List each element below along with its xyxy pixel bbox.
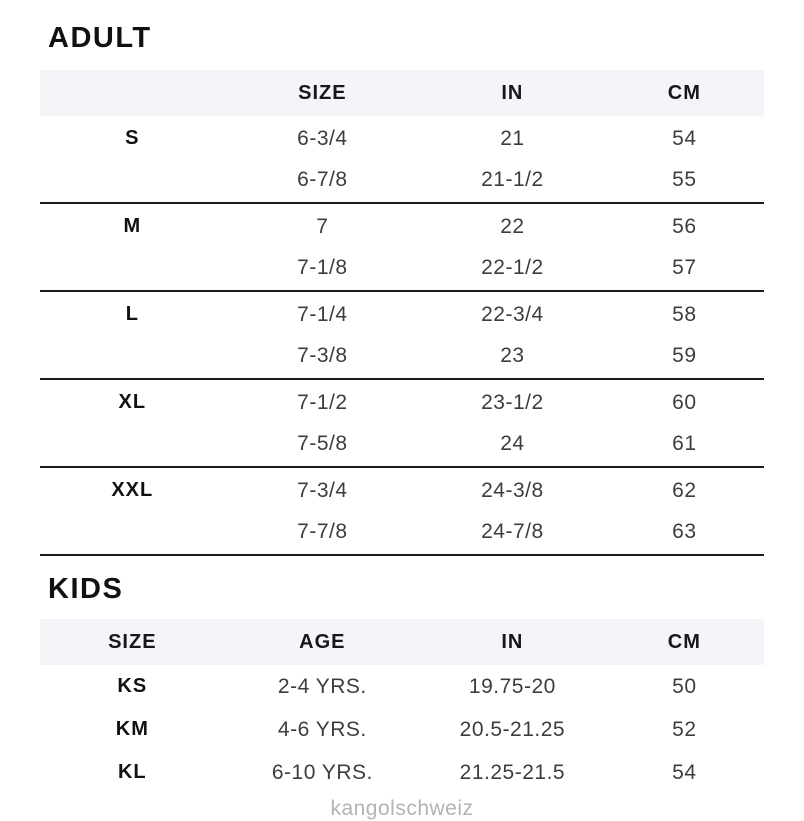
adult-group-xl bbox=[40, 380, 764, 468]
table-row bbox=[40, 159, 764, 200]
cm-cell: 50 bbox=[672, 674, 697, 698]
table-row bbox=[40, 206, 764, 247]
cm-cell: 52 bbox=[672, 717, 697, 741]
hat-size-cell: 7 bbox=[316, 214, 329, 238]
inches-cell: 22 bbox=[500, 214, 525, 238]
kids-header-row bbox=[40, 619, 764, 665]
cm-cell: 62 bbox=[672, 478, 697, 502]
kids-section-title: KIDS bbox=[48, 573, 124, 605]
size-label-cell: KL bbox=[117, 761, 147, 783]
cm-cell: 57 bbox=[672, 255, 697, 279]
hat-size-cell: 6-7/8 bbox=[297, 167, 348, 191]
adult-header-cell-cm: CM bbox=[667, 81, 701, 104]
cm-cell: 54 bbox=[672, 126, 697, 150]
table-row bbox=[40, 423, 764, 464]
adult-header-cell-size: SIZE bbox=[298, 81, 347, 104]
age-cell: 6-10 YRS. bbox=[271, 760, 373, 784]
size-label-cell: L bbox=[125, 303, 139, 325]
kids-header-cell-age: AGE bbox=[299, 630, 346, 653]
table-row bbox=[40, 751, 764, 794]
inches-cell: 24 bbox=[500, 431, 525, 455]
cm-cell: 61 bbox=[672, 431, 697, 455]
size-label-cell: KS bbox=[117, 675, 148, 697]
size-label-cell: KM bbox=[115, 718, 149, 740]
cm-cell: 60 bbox=[672, 390, 697, 414]
cm-cell: 54 bbox=[672, 760, 697, 784]
inches-cell: 21.25-21.5 bbox=[459, 760, 566, 784]
table-row bbox=[40, 118, 764, 159]
hat-size-cell: 7-5/8 bbox=[297, 431, 348, 455]
table-row bbox=[40, 665, 764, 708]
inches-cell: 21-1/2 bbox=[481, 167, 544, 191]
kids-header-cell-in: IN bbox=[501, 630, 524, 653]
hat-size-cell: 7-7/8 bbox=[297, 519, 348, 543]
inches-cell: 24-7/8 bbox=[481, 519, 544, 543]
adult-group-l bbox=[40, 292, 764, 380]
size-label-cell: XL bbox=[118, 391, 147, 413]
table-row bbox=[40, 382, 764, 423]
inches-cell: 19.75-20 bbox=[468, 674, 556, 698]
table-row bbox=[40, 470, 764, 511]
age-cell: 4-6 YRS. bbox=[277, 717, 367, 741]
cm-cell: 59 bbox=[672, 343, 697, 367]
table-row bbox=[40, 294, 764, 335]
adult-group-m bbox=[40, 204, 764, 292]
hat-size-cell: 7-1/4 bbox=[297, 302, 348, 326]
table-row bbox=[40, 708, 764, 751]
cm-cell: 63 bbox=[672, 519, 697, 543]
table-row bbox=[40, 335, 764, 376]
hat-size-cell: 6-3/4 bbox=[297, 126, 348, 150]
hat-size-cell: 7-3/8 bbox=[297, 343, 348, 367]
kids-header-cell-size: SIZE bbox=[108, 630, 157, 653]
table-row bbox=[40, 247, 764, 288]
adult-header-row bbox=[40, 70, 764, 116]
inches-cell: 20.5-21.25 bbox=[459, 717, 566, 741]
inches-cell: 24-3/8 bbox=[481, 478, 544, 502]
kids-header-cell-cm: CM bbox=[667, 630, 701, 653]
adult-size-table bbox=[40, 70, 764, 556]
inches-cell: 21 bbox=[500, 126, 525, 150]
size-label-cell: M bbox=[123, 215, 142, 237]
hat-size-cell: 7-3/4 bbox=[297, 478, 348, 502]
watermark-text: kangolschweiz bbox=[330, 797, 474, 820]
hat-size-cell: 7-1/2 bbox=[297, 390, 348, 414]
age-cell: 2-4 YRS. bbox=[277, 674, 367, 698]
adult-group-xxl bbox=[40, 468, 764, 556]
inches-cell: 23 bbox=[500, 343, 525, 367]
adult-section-title: ADULT bbox=[48, 22, 152, 54]
adult-header-cell-in: IN bbox=[501, 81, 524, 104]
hat-size-cell: 7-1/8 bbox=[297, 255, 348, 279]
inches-cell: 22-3/4 bbox=[481, 302, 544, 326]
size-label-cell: XXL bbox=[111, 479, 154, 501]
inches-cell: 23-1/2 bbox=[481, 390, 544, 414]
size-label-cell: S bbox=[125, 127, 140, 149]
adult-group-s bbox=[40, 116, 764, 204]
kids-size-table bbox=[40, 619, 764, 794]
cm-cell: 58 bbox=[672, 302, 697, 326]
cm-cell: 55 bbox=[672, 167, 697, 191]
cm-cell: 56 bbox=[672, 214, 697, 238]
inches-cell: 22-1/2 bbox=[481, 255, 544, 279]
table-row bbox=[40, 511, 764, 552]
